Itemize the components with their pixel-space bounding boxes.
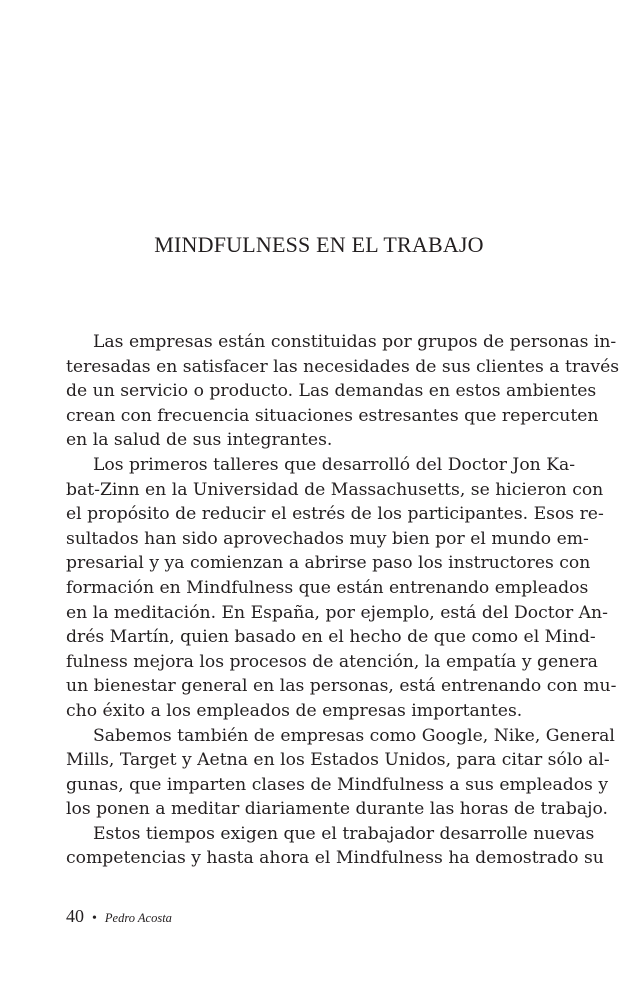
paragraph [66, 822, 604, 871]
text-line: sultados han sido aprovechados muy bien por el mundo em- [66, 528, 589, 549]
footer-bullet: • [92, 911, 97, 926]
text-line: fulness mejora los procesos de atención, la empatía y genera [66, 651, 598, 672]
text-line: en la salud de sus integrantes. [66, 430, 333, 451]
paragraph [66, 724, 615, 822]
text-line: presarial y ya comienzan a abrirse paso los instructores con [66, 553, 591, 574]
text-line: un bienestar general en las personas, está entrenando con mu- [66, 676, 617, 697]
page-number: 40 [66, 906, 84, 926]
body-text [66, 330, 620, 871]
page-footer [66, 906, 172, 927]
text-line: teresadas en satisfacer las necesidades de sus clientes a través [66, 356, 620, 377]
text-line: drés Martín, quien basado en el hecho de que como el Mind- [66, 627, 596, 648]
paragraph [66, 453, 617, 724]
text-line: cho éxito a los empleados de empresas importantes. [66, 700, 523, 721]
text-line: Los primeros talleres que desarrolló del Doctor Jon Ka- [93, 454, 576, 475]
text-line: competencias y hasta ahora el Mindfulness ha demostrado su [66, 848, 604, 869]
paragraph [66, 330, 620, 453]
text-line: en la meditación. En España, por ejemplo, está del Doctor An- [66, 602, 608, 623]
text-line: crean con frecuencia situaciones estresantes que repercuten [66, 405, 599, 426]
text-line: bat-Zinn en la Universidad de Massachusetts, se hicieron con [66, 479, 604, 500]
running-author: Pedro Acosta [104, 911, 172, 925]
text-line: gunas, que imparten clases de Mindfulness a sus empleados y [66, 774, 609, 795]
text-line: el propósito de reducir el estrés de los participantes. Esos re- [66, 504, 604, 525]
text-line: Sabemos también de empresas como Google, Nike, General [93, 725, 615, 746]
text-line: Estos tiempos exigen que el trabajador desarrolle nuevas [93, 823, 595, 844]
text-line: Las empresas están constituidas por grupos de personas in- [93, 332, 617, 352]
text-line: de un servicio o producto. Las demandas en estos ambientes [66, 381, 597, 402]
text-line: Mills, Target y Aetna en los Estados Unidos, para citar sólo al- [66, 750, 610, 771]
text-line: los ponen a meditar diariamente durante las horas de trabajo. [66, 799, 608, 820]
chapter-title: MINDFULNESS EN EL TRABAJO [154, 232, 484, 257]
text-line: formación en Mindfulness que están entrenando empleados [66, 577, 589, 598]
